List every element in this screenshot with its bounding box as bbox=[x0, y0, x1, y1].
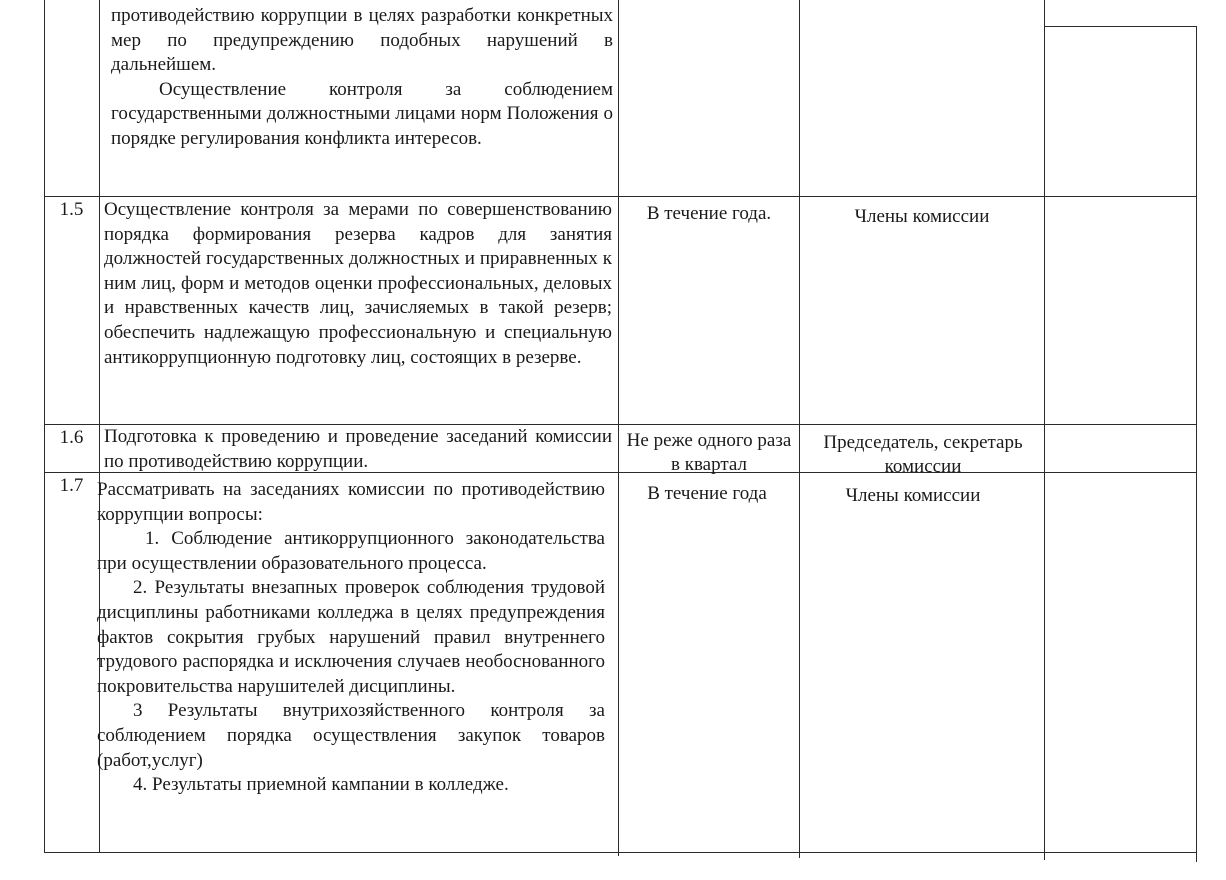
table-cell-responsible: Председатель, секретарь комиссии bbox=[823, 432, 1023, 477]
table-cell-description bbox=[111, 4, 613, 152]
paragraph: Осуществление контроля за мерами по совершенствованию порядка формирования резерва кадров для занятия должностей государственных должностных и приравненных к ним лиц, форм и методов оценки профессиональных, деловых и нравственных качеств лиц, зачисляемых в такой резерв; обеспечить надлежащую профессиональную и специальную антикоррупционную подготовку лиц, состоящих в резерве. bbox=[104, 199, 612, 368]
column-divider-4 bbox=[1044, 0, 1045, 860]
paragraph: Осуществление контроля за соблюдением государственными должностными лицами норм Положения о порядке регулирования конфликта интересов. bbox=[111, 78, 613, 149]
table-cell-number: 1.7 bbox=[59, 475, 84, 496]
table-cell-term: В течение года bbox=[647, 483, 767, 504]
table-cell-responsible: Члены комиссии bbox=[854, 206, 990, 227]
table-cell-description bbox=[97, 478, 605, 798]
row-divider-1 bbox=[44, 196, 1197, 197]
table-cell-description bbox=[104, 425, 612, 474]
paragraph: противодействию коррупции в целях разработки конкретных мер по предупреждению подобных нарушений в дальнейшем. bbox=[111, 5, 613, 76]
table-border-top-right bbox=[1044, 26, 1197, 27]
table-border-right bbox=[1196, 26, 1197, 862]
paragraph: 4. Результаты приемной кампании в колледже. bbox=[133, 774, 509, 796]
paragraph: 2. Результаты внезапных проверок соблюдения трудовой дисциплины работниками колледжа в целях предупреждения фактов сокрытия грубых нарушений правил внутреннего трудового распорядка и исключения случаев необоснованного покровительства нарушителей дисциплины. bbox=[97, 577, 605, 697]
paragraph: 1. Соблюдение антикоррупционного законодательства при осуществлении образовательного процесса. bbox=[97, 528, 605, 574]
table-cell-description bbox=[104, 198, 612, 370]
column-divider-2 bbox=[618, 0, 619, 856]
table-cell-number: 1.5 bbox=[59, 199, 84, 220]
paragraph: 3 Результаты внутрихозяйственного контроля за соблюдением порядка осуществления закупок товаров (работ,услуг) bbox=[97, 700, 605, 771]
table-cell-term: В течение года. bbox=[646, 203, 772, 224]
paragraph: Рассматривать на заседаниях комиссии по противодействию коррупции вопросы: bbox=[97, 479, 605, 525]
paragraph: Подготовка к проведению и проведение заседаний комиссии по противодействию коррупции. bbox=[104, 426, 612, 472]
table-cell-term: Не реже одного раза в квартал bbox=[626, 430, 792, 475]
table-cell-responsible: Члены комиссии bbox=[845, 485, 981, 506]
table-border-bottom bbox=[44, 852, 1197, 853]
column-divider-3 bbox=[799, 0, 800, 858]
table-cell-number: 1.6 bbox=[59, 427, 84, 448]
